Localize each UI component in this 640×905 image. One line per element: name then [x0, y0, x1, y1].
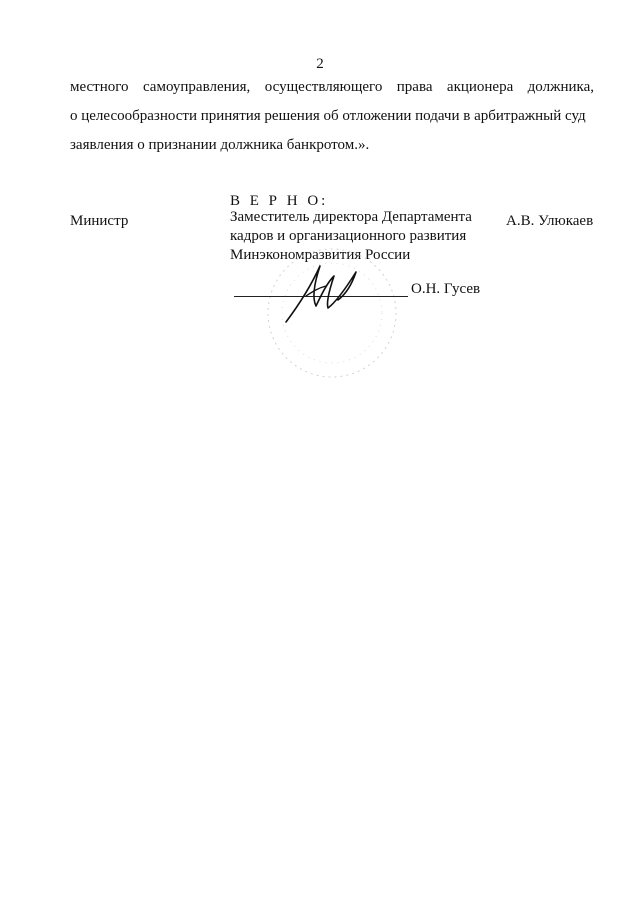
body-line-3: заявления о признании должника банкротом.».: [70, 137, 370, 153]
body-text-line-1: местного самоуправления, осуществляющего права акционера должника,: [70, 79, 594, 95]
verno-label: В Е Р Н О:: [230, 193, 329, 209]
page-number: 2: [316, 56, 324, 72]
deputy-title-line-1: Заместитель директора Департамента: [230, 209, 472, 225]
deputy-name: О.Н. Гусев: [411, 281, 481, 297]
deputy-title-line-2: кадров и организационного развития: [230, 228, 467, 244]
minister-label: Министр: [70, 213, 129, 229]
handwritten-signature: [276, 258, 366, 328]
minister-name: А.В. Улюкаев: [506, 213, 594, 229]
deputy-title-line-3: Минэкономразвития России: [230, 247, 411, 263]
body-line-1: [70, 79, 594, 96]
body-line-2: о целесообразности принятия решения об отложении подачи в арбитражный суд: [70, 108, 586, 124]
